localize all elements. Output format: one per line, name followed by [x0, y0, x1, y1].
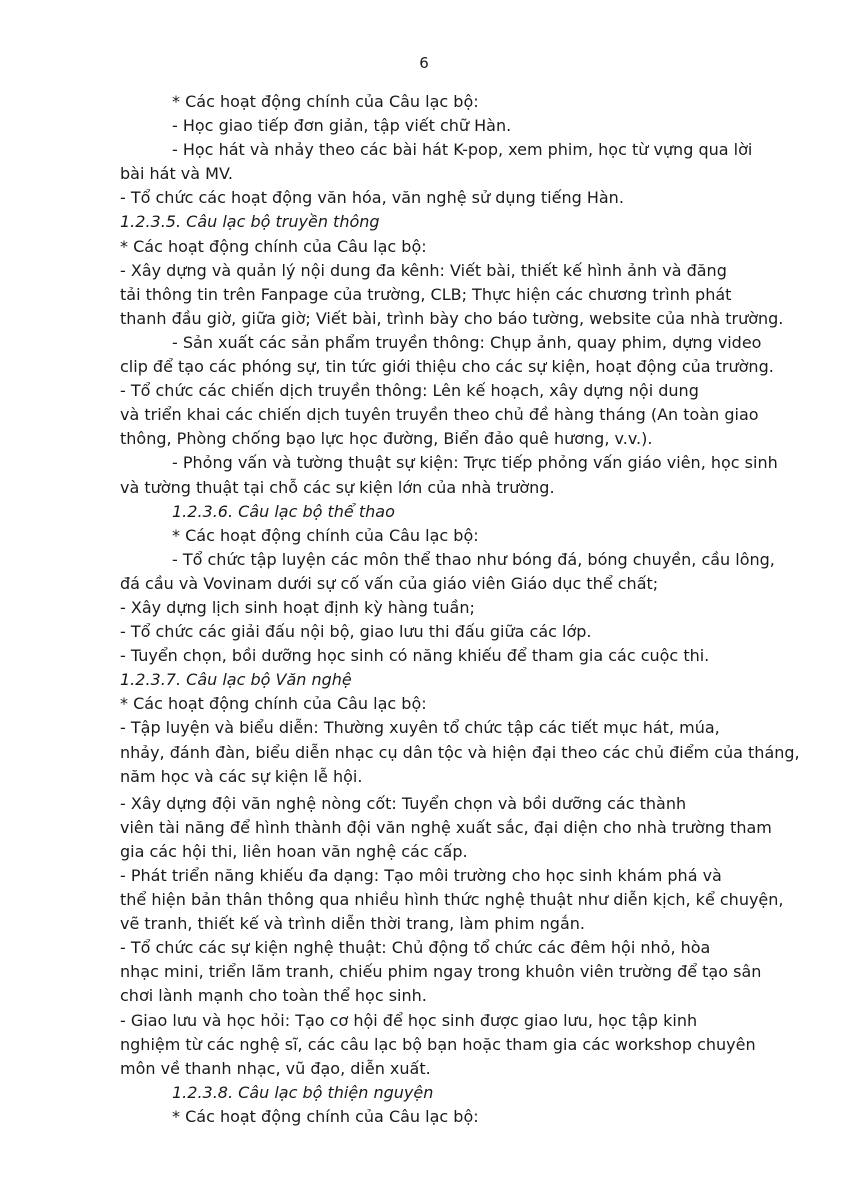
- text-line: năm học và các sự kiện lễ hội.: [120, 766, 363, 786]
- text-line: - Sản xuất các sản phẩm truyền thông: Chụp ảnh, quay phim, dựng video: [172, 332, 762, 352]
- text-line: * Các hoạt động chính của Câu lạc bộ:: [120, 236, 427, 256]
- text-line: - Học giao tiếp đơn giản, tập viết chữ Hàn.: [172, 116, 512, 136]
- text-line: - Xây dựng và quản lý nội dung đa kênh: Viết bài, thiết kế hình ảnh và đăng: [120, 260, 727, 280]
- text-line: môn về thanh nhạc, vũ đạo, diễn xuất.: [120, 1058, 431, 1078]
- text-line: - Học hát và nhảy theo các bài hát K-pop, xem phim, học từ vựng qua lời: [172, 140, 753, 160]
- text-line: - Tổ chức các chiến dịch truyền thông: Lên kế hoạch, xây dựng nội dung: [120, 381, 699, 401]
- text-line: chơi lành mạnh cho toàn thể học sinh.: [120, 986, 427, 1006]
- section-heading: 1.2.3.6. Câu lạc bộ thể thao: [172, 501, 395, 521]
- text-line: * Các hoạt động chính của Câu lạc bộ:: [172, 525, 479, 545]
- text-line: - Tuyển chọn, bồi dưỡng học sinh có năng khiếu để tham gia các cuộc thi.: [120, 646, 710, 666]
- text-line: - Tổ chức các hoạt động văn hóa, văn nghệ sử dụng tiếng Hàn.: [120, 188, 624, 208]
- text-line: nhạc mini, triển lãm tranh, chiếu phim ngay trong khuôn viên trường để tạo sân: [120, 962, 762, 982]
- text-line: gia các hội thi, liên hoan văn nghệ các cấp.: [120, 841, 468, 861]
- section-heading: 1.2.3.8. Câu lạc bộ thiện nguyện: [172, 1082, 434, 1102]
- text-line: - Phỏng vấn và tường thuật sự kiện: Trực tiếp phỏng vấn giáo viên, học sinh: [172, 453, 778, 473]
- page-number: 6: [419, 54, 429, 72]
- text-line: - Xây dựng lịch sinh hoạt định kỳ hàng tuần;: [120, 597, 475, 617]
- text-line: và tường thuật tại chỗ các sự kiện lớn của nhà trường.: [120, 477, 555, 497]
- text-line: * Các hoạt động chính của Câu lạc bộ:: [172, 92, 479, 111]
- text-line: - Phát triển năng khiếu đa dạng: Tạo môi trường cho học sinh khám phá và: [120, 866, 722, 885]
- text-line: thông, Phòng chống bạo lực học đường, Biển đảo quê hương, v.v.).: [120, 429, 653, 449]
- text-line: thể hiện bản thân thông qua nhiều hình thức nghệ thuật như diễn kịch, kể chuyện,: [120, 890, 784, 910]
- text-line: và triển khai các chiến dịch tuyên truyền theo chủ đề hàng tháng (An toàn giao: [120, 405, 759, 425]
- text-line: clip để tạo các phóng sự, tin tức giới thiệu cho các sự kiện, hoạt động của trường.: [120, 357, 774, 377]
- section-heading: 1.2.3.7. Câu lạc bộ Văn nghệ: [120, 670, 352, 690]
- section-heading: 1.2.3.5. Câu lạc bộ truyền thông: [120, 212, 380, 232]
- text-line: - Giao lưu và học hỏi: Tạo cơ hội để học sinh được giao lưu, học tập kinh: [120, 1010, 698, 1030]
- text-line: - Tổ chức các giải đấu nội bộ, giao lưu thi đấu giữa các lớp.: [120, 622, 592, 642]
- text-line: - Tổ chức các sự kiện nghệ thuật: Chủ động tổ chức các đêm hội nhỏ, hòa: [120, 938, 711, 958]
- text-line: - Tổ chức tập luyện các môn thể thao như bóng đá, bóng chuyền, cầu lông,: [172, 549, 775, 569]
- text-line: thanh đầu giờ, giữa giờ; Viết bài, trình bày cho báo tường, website của nhà trường.: [120, 308, 784, 328]
- text-line: nhảy, đánh đàn, biểu diễn nhạc cụ dân tộc và hiện đại theo các chủ điểm của tháng,: [120, 742, 800, 762]
- text-line: nghiệm từ các nghệ sĩ, các câu lạc bộ bạn hoặc tham gia các workshop chuyên: [120, 1034, 756, 1054]
- text-line: - Tập luyện và biểu diễn: Thường xuyên tổ chức tập các tiết mục hát, múa,: [120, 718, 720, 738]
- text-line: đá cầu và Vovinam dưới sự cố vấn của giáo viên Giáo dục thể chất;: [120, 573, 659, 593]
- text-line: viên tài năng để hình thành đội văn nghệ xuất sắc, đại diện cho nhà trường tham: [120, 817, 772, 837]
- text-line: tải thông tin trên Fanpage của trường, CLB; Thực hiện các chương trình phát: [120, 284, 732, 304]
- text-line: * Các hoạt động chính của Câu lạc bộ:: [172, 1106, 479, 1126]
- text-line: - Xây dựng đội văn nghệ nòng cốt: Tuyển chọn và bồi dưỡng các thành: [120, 793, 687, 813]
- text-line: vẽ tranh, thiết kế và trình diễn thời trang, làm phim ngắn.: [120, 914, 585, 934]
- text-line: * Các hoạt động chính của Câu lạc bộ:: [120, 694, 427, 714]
- document-body: [120, 90, 800, 1129]
- text-line: bài hát và MV.: [120, 164, 233, 184]
